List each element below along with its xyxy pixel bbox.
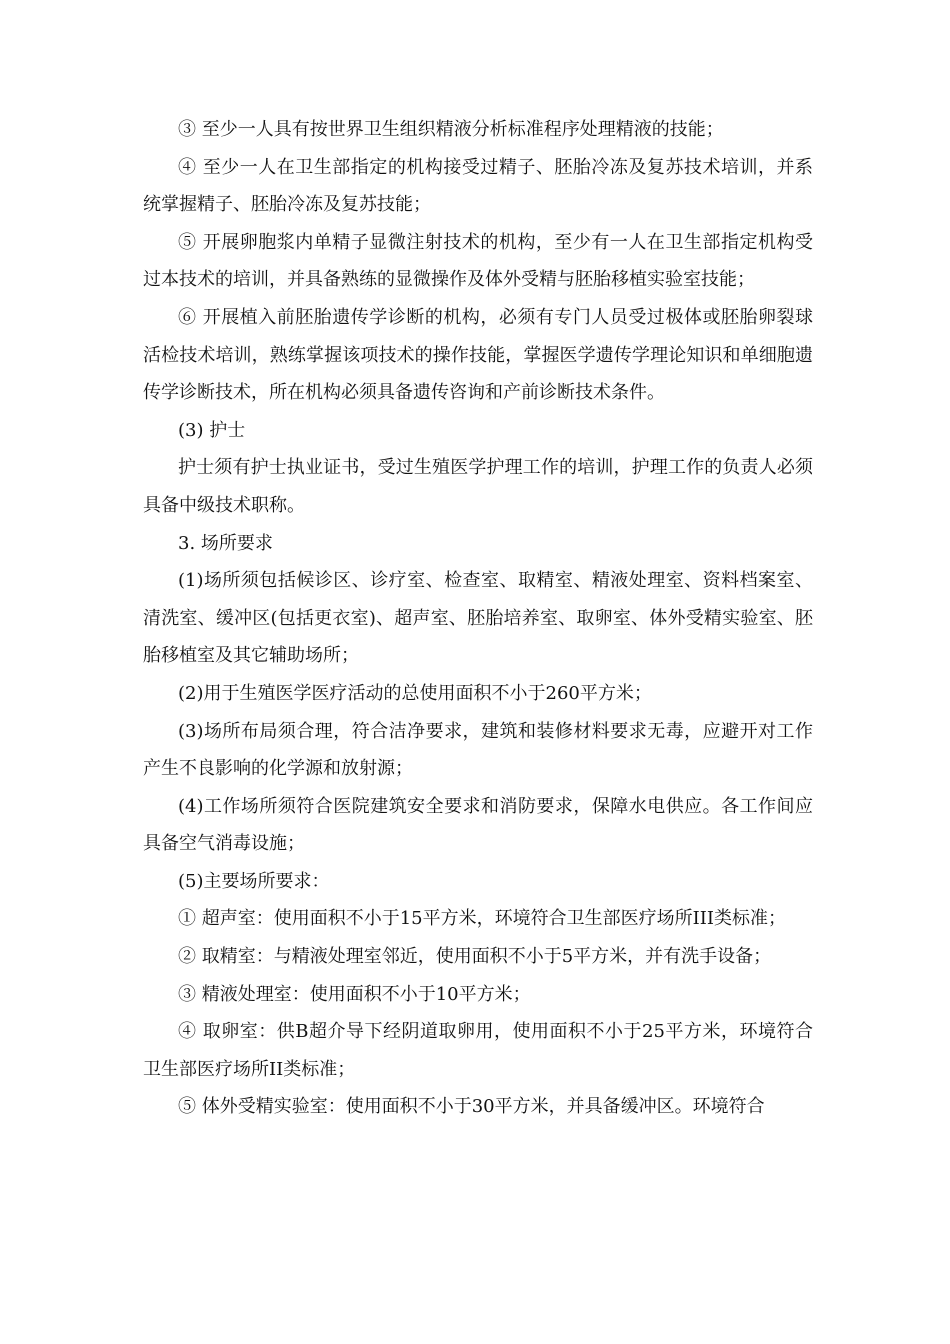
- paragraph-ivf-laboratory: ⑤ 体外受精实验室：使用面积不小于30平方米，并具备缓冲区。环境符合: [178, 1096, 765, 1118]
- document-body: [143, 111, 813, 1126]
- paragraph-oocyte-retrieval-room: ④ 取卵室：供B超介导下经阴道取卵用，使用面积不小于25平方米，环境符合卫生部医疗场所II类标准；: [143, 1021, 813, 1080]
- paragraph-safety-requirements: (4)工作场所须符合医院建筑安全要求和消防要求，保障水电供应。各工作间应具备空气消毒设施；: [143, 795, 813, 855]
- paragraph-site-areas: (1)场所须包括候诊区、诊疗室、检查室、取精室、精液处理室、资料档案室、清洗室、缓冲区(包括更衣室)、超声室、胚胎培养室、取卵室、体外受精实验室、胚胎移植室及其它辅助场所；: [143, 570, 813, 667]
- paragraph-total-area: (2)用于生殖医学医疗活动的总使用面积不小于260平方米；: [178, 682, 652, 704]
- paragraph-main-site-requirements: (5)主要场所要求：: [178, 870, 330, 892]
- paragraph-cryopreservation-training: ④ 至少一人在卫生部指定的机构接受过精子、胚胎冷冻及复苏技术培训，并系统掌握精子、胚胎冷冻及复苏技能；: [143, 156, 813, 216]
- paragraph-semen-collection-room: ② 取精室：与精液处理室邻近，使用面积不小于5平方米，并有洗手设备；: [178, 946, 772, 968]
- paragraph-ultrasound-room: ① 超声室：使用面积不小于15平方米，环境符合卫生部医疗场所III类标准；: [178, 908, 786, 930]
- paragraph-nurse-requirements: 护士须有护士执业证书，受过生殖医学护理工作的培训，护理工作的负责人必须具备中级技术职称。: [143, 457, 813, 516]
- paragraph-icsi-training: ⑤ 开展卵胞浆内单精子显微注射技术的机构，至少有一人在卫生部指定机构受过本技术的培训，并具备熟练的显微操作及体外受精与胚胎移植实验室技能；: [143, 231, 813, 291]
- paragraph-semen-processing-skill: ③ 至少一人具有按世界卫生组织精液分析标准程序处理精液的技能；: [178, 119, 724, 140]
- paragraph-semen-processing-room: ③ 精液处理室：使用面积不小于10平方米；: [178, 983, 531, 1005]
- section-heading-nurse: (3) 护士: [178, 419, 246, 441]
- section-heading-site-requirements: 3. 场所要求: [178, 532, 273, 554]
- paragraph-pgd-requirements: ⑥ 开展植入前胚胎遗传学诊断的机构，必须有专门人员受过极体或胚胎卵裂球活检技术培训，熟练掌握该项技术的操作技能，掌握医学遗传学理论知识和单细胞遗传学诊断技术，所在机构必须具备遗传咨询和产前诊断技术条件。: [143, 306, 813, 404]
- paragraph-layout-requirements: (3)场所布局须合理，符合洁净要求，建筑和装修材料要求无毒，应避开对工作产生不良影响的化学源和放射源；: [143, 720, 813, 780]
